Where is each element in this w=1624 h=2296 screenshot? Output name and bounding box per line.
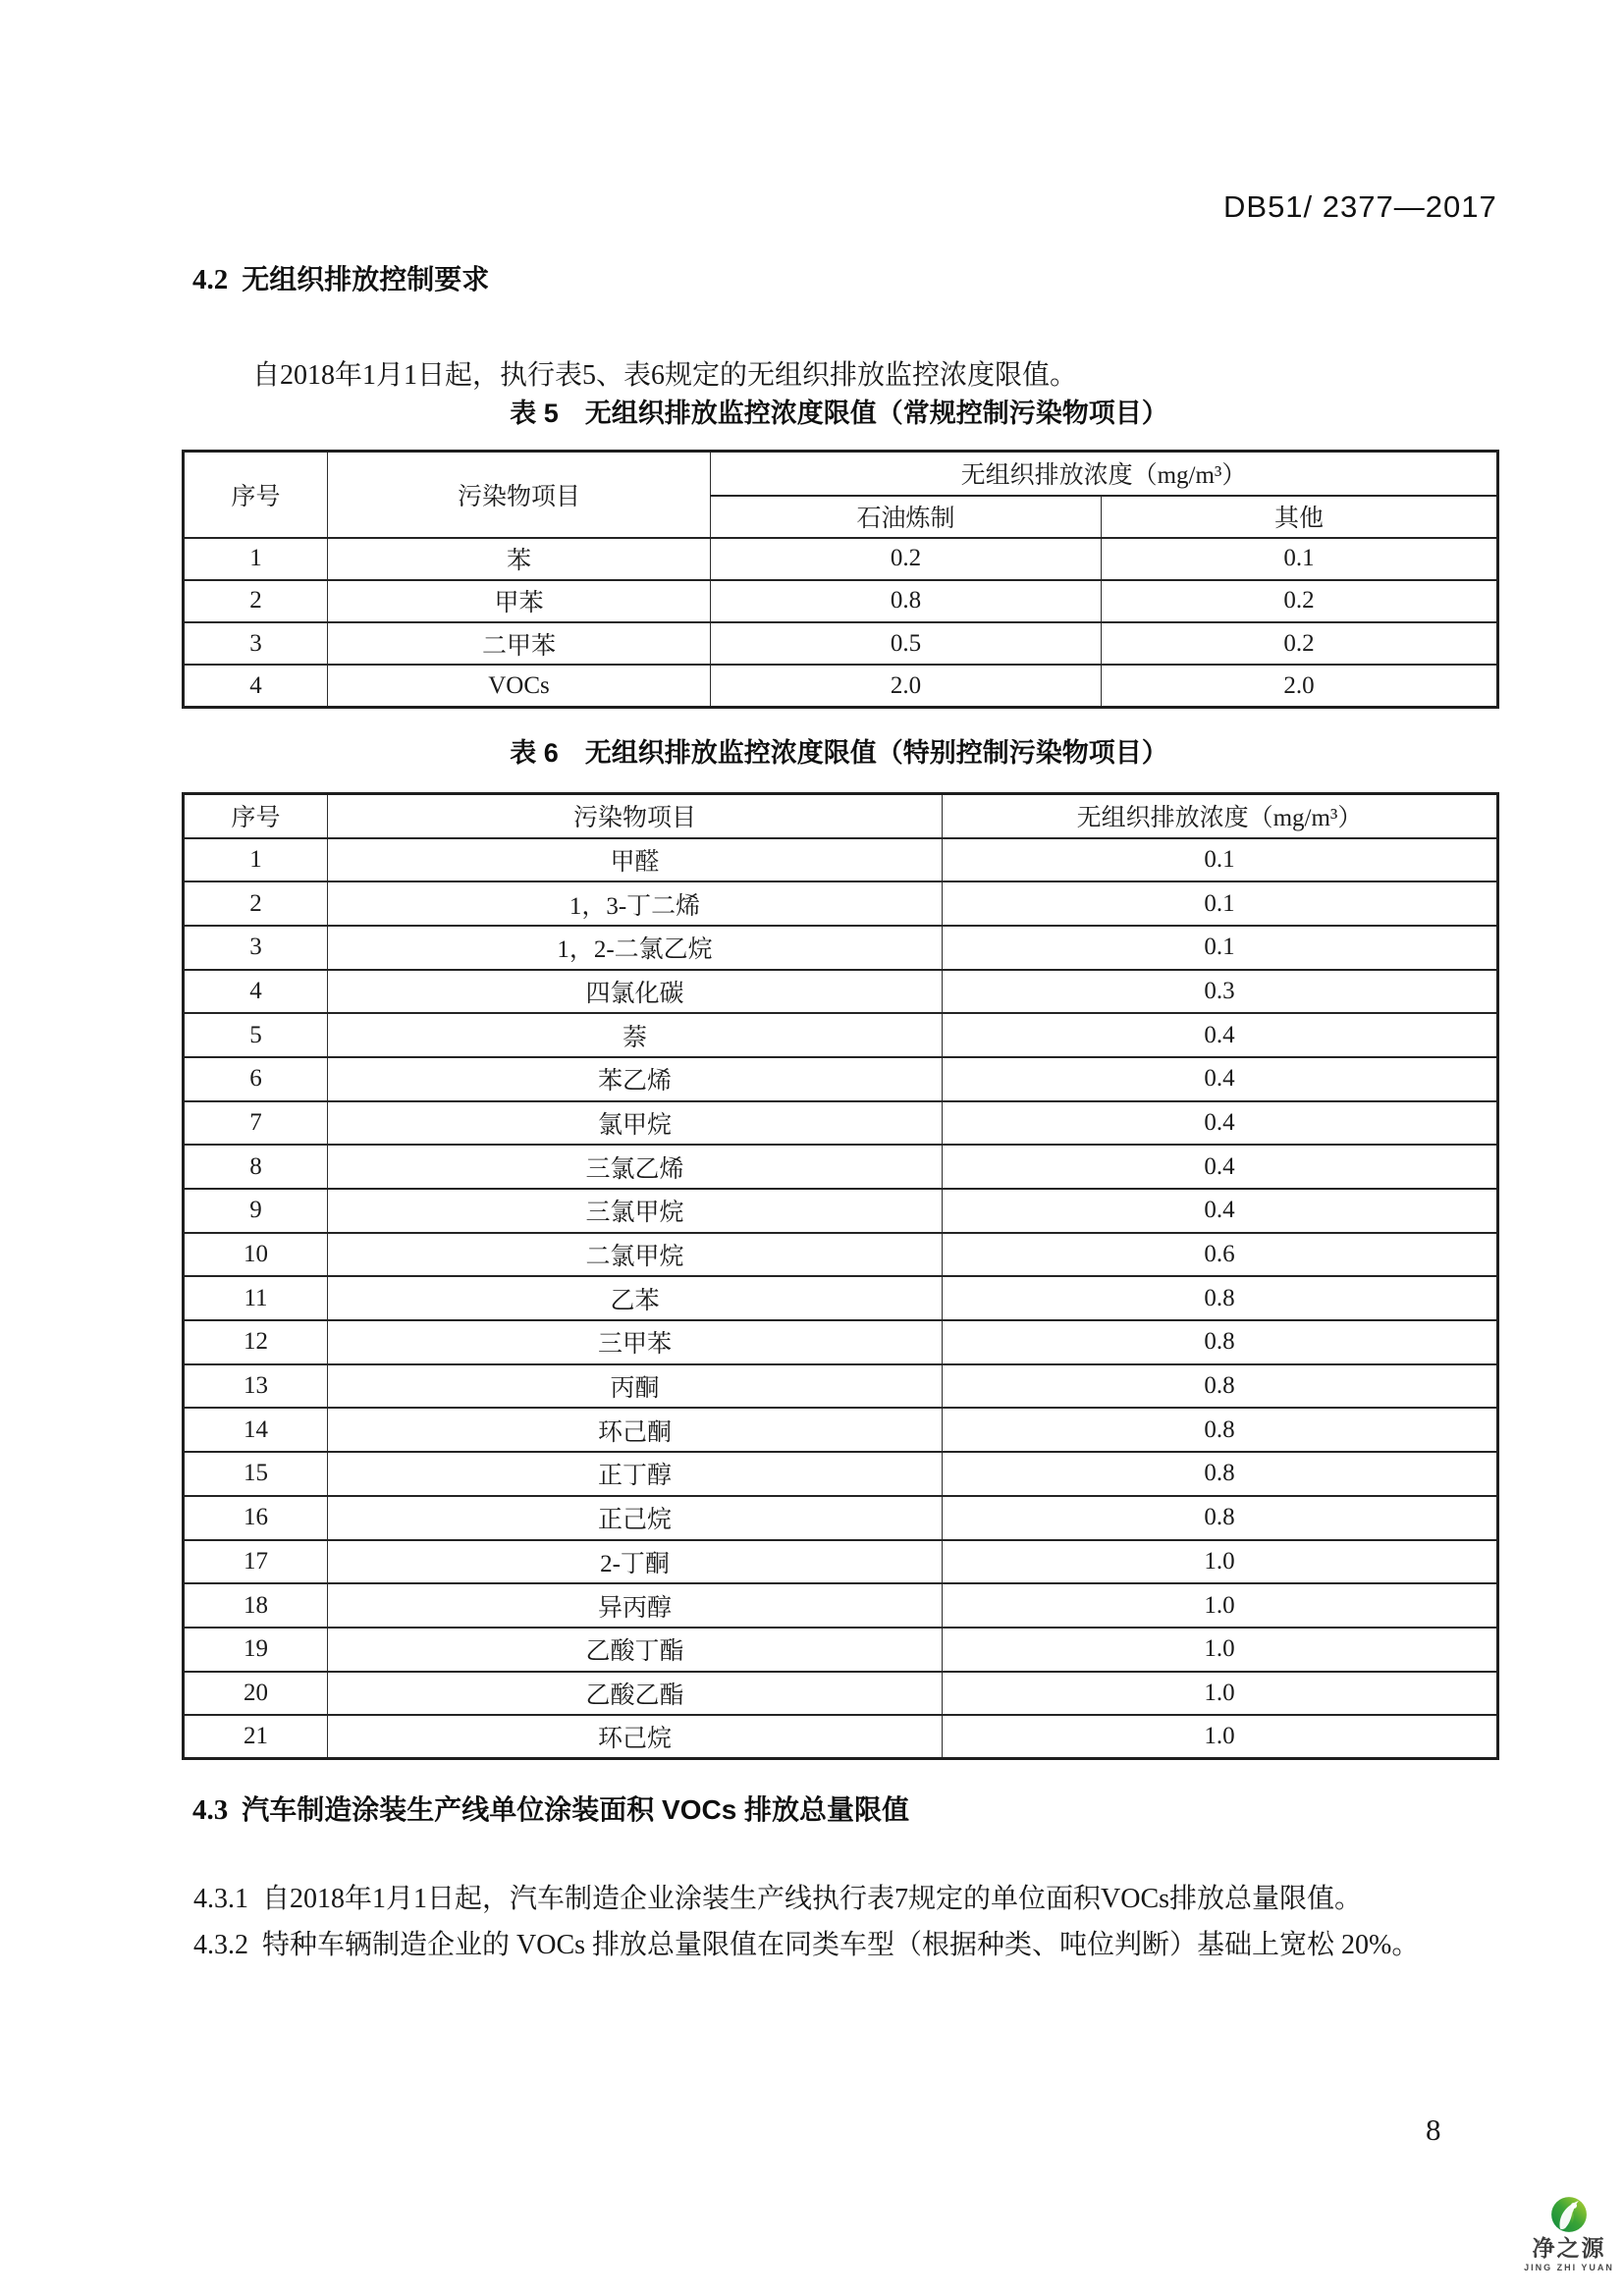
table6-cell-value: 0.1 <box>943 926 1498 970</box>
table6-header-concentration: 无组织排放浓度（mg/m³） <box>943 794 1498 838</box>
table6-cell-value: 0.4 <box>943 1057 1498 1101</box>
table6-row <box>184 1276 1498 1320</box>
table6-header-pollutant: 污染物项目 <box>328 794 943 838</box>
table6-cell-seq: 21 <box>184 1715 328 1759</box>
table5-row <box>184 622 1498 665</box>
table6-cell-seq: 15 <box>184 1452 328 1496</box>
table6-row <box>184 1320 1498 1364</box>
table5-cell-other: 0.2 <box>1102 622 1498 665</box>
table5-cell-seq: 1 <box>184 538 328 580</box>
table6-cell-value: 0.8 <box>943 1496 1498 1540</box>
table6-cell-pollutant: 1，3-丁二烯 <box>328 881 943 926</box>
table6-cell-value: 1.0 <box>943 1672 1498 1716</box>
table6-row <box>184 1583 1498 1628</box>
table6-cell-pollutant: 三甲苯 <box>328 1320 943 1364</box>
table6-cell-seq: 17 <box>184 1540 328 1584</box>
table6-cell-value: 0.3 <box>943 970 1498 1014</box>
table5-cell-pollutant: 苯 <box>328 538 711 580</box>
table6-row <box>184 838 1498 882</box>
table6-cell-seq: 8 <box>184 1145 328 1189</box>
table5-row <box>184 580 1498 622</box>
table6-row <box>184 1715 1498 1759</box>
table6-cell-seq: 2 <box>184 881 328 926</box>
table6-cell-seq: 14 <box>184 1408 328 1452</box>
table6-cell-pollutant: 萘 <box>328 1013 943 1057</box>
jingzhiyuan-logo <box>1524 2195 1614 2272</box>
table6-cell-value: 0.8 <box>943 1408 1498 1452</box>
table6-cell-seq: 1 <box>184 838 328 882</box>
section-4-3-heading <box>192 1789 909 1828</box>
table6-cell-seq: 5 <box>184 1013 328 1057</box>
table6-header-seq: 序号 <box>184 794 328 838</box>
table6-cell-seq: 4 <box>184 970 328 1014</box>
table6-cell-seq: 20 <box>184 1672 328 1716</box>
table6-cell-value: 0.8 <box>943 1452 1498 1496</box>
table6-cell-pollutant: 氯甲烷 <box>328 1101 943 1146</box>
table6-cell-value: 1.0 <box>943 1628 1498 1672</box>
table5-title: 表 5 无组织排放监控浓度限值（常规控制污染物项目） <box>510 399 1168 428</box>
table5-cell-petroleum: 0.5 <box>711 622 1102 665</box>
table5-row <box>184 665 1498 707</box>
intro-paragraph: 自2018年1月1日起，执行表5、表6规定的无组织排放监控浓度限值。 <box>252 360 1078 391</box>
table6-row <box>184 1013 1498 1057</box>
table6-cell-pollutant: 环己烷 <box>328 1715 943 1759</box>
table5-header <box>184 452 1498 538</box>
table6-row <box>184 1672 1498 1716</box>
table6-cell-seq: 18 <box>184 1583 328 1628</box>
table6-row <box>184 881 1498 926</box>
table6-cell-seq: 6 <box>184 1057 328 1101</box>
table6-header <box>184 794 1498 838</box>
table5-cell-petroleum: 2.0 <box>711 665 1102 707</box>
section-number: 4.2 <box>192 264 229 295</box>
table5-cell-seq: 4 <box>184 665 328 707</box>
table6-cell-seq: 16 <box>184 1496 328 1540</box>
table6-cell-value: 0.4 <box>943 1145 1498 1189</box>
page-number: 8 <box>1426 2112 1441 2147</box>
table5-cell-petroleum: 0.8 <box>711 580 1102 622</box>
table6-cell-seq: 9 <box>184 1189 328 1233</box>
clause-text: 特种车辆制造企业的 VOCs 排放总量限值在同类车型（根据种类、吨位判断）基础上宽松 20%。 <box>262 1930 1420 1960</box>
clause-4-3-2 <box>193 1923 1419 1962</box>
table5-cell-seq: 2 <box>184 580 328 622</box>
table6-cell-value: 0.1 <box>943 881 1498 926</box>
table6-cell-pollutant: 二氯甲烷 <box>328 1233 943 1277</box>
table5-cell-petroleum: 0.2 <box>711 538 1102 580</box>
table5-header-concentration-group: 无组织排放浓度（mg/m³） <box>711 452 1498 496</box>
section-4-2-heading <box>192 258 489 297</box>
clause-number: 4.3.2 <box>193 1930 248 1960</box>
table6-cell-pollutant: 环己酮 <box>328 1408 943 1452</box>
table6-cell-value: 0.8 <box>943 1364 1498 1409</box>
table6-cell-value: 0.4 <box>943 1101 1498 1146</box>
table6-row <box>184 1189 1498 1233</box>
table6-row <box>184 1233 1498 1277</box>
table6-cell-value: 0.6 <box>943 1233 1498 1277</box>
table6-cell-value: 0.8 <box>943 1276 1498 1320</box>
table5-header-petroleum: 石油炼制 <box>711 496 1102 538</box>
clause-text: 自2018年1月1日起，汽车制造企业涂装生产线执行表7规定的单位面积VOCs排放总量限值。 <box>262 1884 1363 1914</box>
table6-row <box>184 1540 1498 1584</box>
table6-cell-seq: 11 <box>184 1276 328 1320</box>
table6-row <box>184 1496 1498 1540</box>
table6-cell-pollutant: 丙酮 <box>328 1364 943 1409</box>
table6-cell-pollutant: 四氯化碳 <box>328 970 943 1014</box>
table6-cell-seq: 19 <box>184 1628 328 1672</box>
section-number: 4.3 <box>192 1794 229 1826</box>
leaf-emblem-icon <box>1549 2195 1589 2234</box>
table5-cell-other: 0.2 <box>1102 580 1498 622</box>
table5-header-seq: 序号 <box>184 452 328 538</box>
table5-cell-seq: 3 <box>184 622 328 665</box>
table6-cell-pollutant: 正己烷 <box>328 1496 943 1540</box>
clause-4-3-1 <box>193 1877 1362 1916</box>
table6-cell-value: 1.0 <box>943 1540 1498 1584</box>
standard-code: DB51/ 2377—2017 <box>1223 189 1497 224</box>
table6-cell-pollutant: 三氯乙烯 <box>328 1145 943 1189</box>
table5-cell-pollutant: 二甲苯 <box>328 622 711 665</box>
table6-row <box>184 970 1498 1014</box>
table5-row <box>184 538 1498 580</box>
table6-cell-value: 0.4 <box>943 1189 1498 1233</box>
table6-cell-seq: 13 <box>184 1364 328 1409</box>
table6-cell-value: 0.4 <box>943 1013 1498 1057</box>
section-title: 无组织排放控制要求 <box>242 264 490 294</box>
table6-row <box>184 1452 1498 1496</box>
table6-cell-pollutant: 三氯甲烷 <box>328 1189 943 1233</box>
table6-cell-seq: 12 <box>184 1320 328 1364</box>
table5-header-other: 其他 <box>1102 496 1498 538</box>
table6-cell-pollutant: 2-丁酮 <box>328 1540 943 1584</box>
table6-title: 表 6 无组织排放监控浓度限值（特别控制污染物项目） <box>510 738 1168 768</box>
table5-cell-other: 0.1 <box>1102 538 1498 580</box>
table6-cell-value: 0.1 <box>943 838 1498 882</box>
table5 <box>182 450 1499 709</box>
table5-cell-other: 2.0 <box>1102 665 1498 707</box>
table6-cell-pollutant: 乙苯 <box>328 1276 943 1320</box>
table6-cell-seq: 10 <box>184 1233 328 1277</box>
table6-cell-value: 0.8 <box>943 1320 1498 1364</box>
table5-header-pollutant: 污染物项目 <box>328 452 711 538</box>
table6-row <box>184 1364 1498 1409</box>
table6 <box>182 792 1499 1760</box>
table6-cell-seq: 3 <box>184 926 328 970</box>
logo-subtitle: JING ZHI YUAN <box>1524 2263 1614 2272</box>
table6-cell-value: 1.0 <box>943 1715 1498 1759</box>
logo-text: 净之源 <box>1532 2235 1606 2261</box>
table6-cell-pollutant: 甲醛 <box>328 838 943 882</box>
table6-cell-pollutant: 乙酸丁酯 <box>328 1628 943 1672</box>
table6-cell-value: 1.0 <box>943 1583 1498 1628</box>
table6-cell-seq: 7 <box>184 1101 328 1146</box>
table6-cell-pollutant: 苯乙烯 <box>328 1057 943 1101</box>
table5-cell-pollutant: VOCs <box>328 665 711 707</box>
table6-row <box>184 1057 1498 1101</box>
clause-number: 4.3.1 <box>193 1884 248 1914</box>
section-title: 汽车制造涂装生产线单位涂装面积 VOCs 排放总量限值 <box>242 1794 910 1825</box>
table5-cell-pollutant: 甲苯 <box>328 580 711 622</box>
table6-cell-pollutant: 1，2-二氯乙烷 <box>328 926 943 970</box>
table6-cell-pollutant: 乙酸乙酯 <box>328 1672 943 1716</box>
table6-cell-pollutant: 异丙醇 <box>328 1583 943 1628</box>
table6-row <box>184 1408 1498 1452</box>
table6-row <box>184 926 1498 970</box>
table6-row <box>184 1145 1498 1189</box>
table6-row <box>184 1628 1498 1672</box>
table6-row <box>184 1101 1498 1146</box>
table6-cell-pollutant: 正丁醇 <box>328 1452 943 1496</box>
